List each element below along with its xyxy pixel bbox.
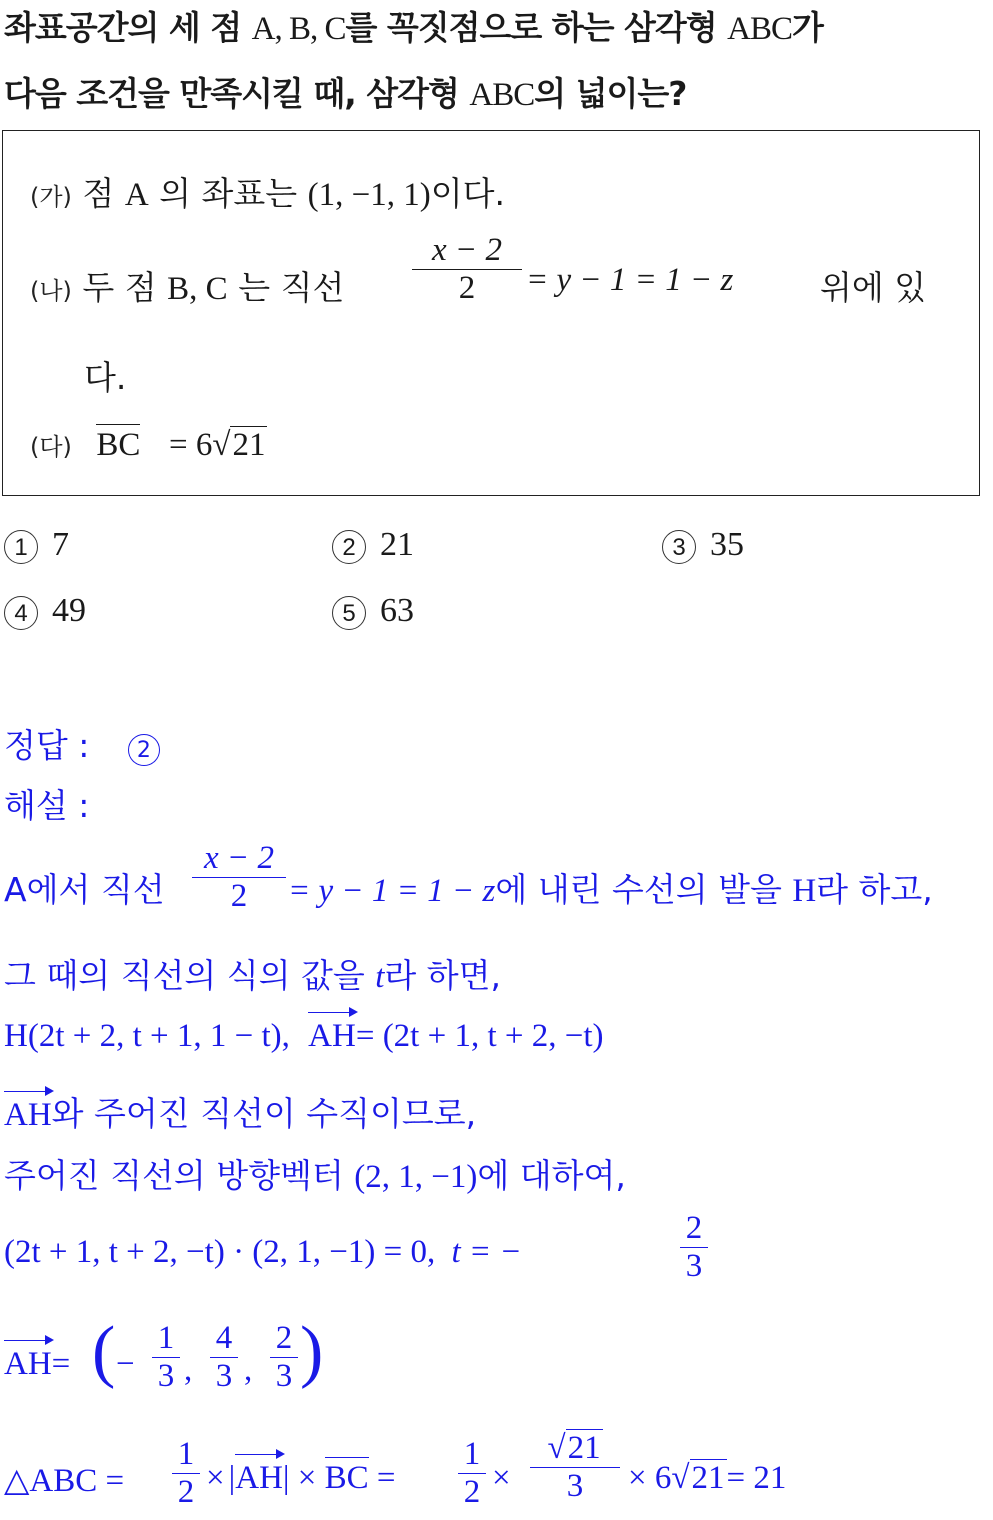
sqrt: √21 (212, 427, 266, 463)
fraction-denominator: 2 (458, 270, 476, 306)
solution-text: 그 때의 직선의 식의 값을 (4, 956, 365, 995)
sqrt: √21 (547, 1430, 601, 1466)
condition-ga (30, 168, 505, 215)
left-paren: ( (92, 1313, 116, 1390)
fraction-denominator: 3 (157, 1358, 175, 1394)
choice-number-icon: 4 (4, 596, 38, 630)
radicand: 21 (691, 1460, 725, 1496)
solution-line-1a (4, 864, 165, 911)
solution-fraction (192, 840, 286, 915)
radicand: 21 (232, 427, 266, 463)
question-text: 가 (791, 8, 823, 47)
solution-line-3 (4, 1018, 604, 1055)
condition-text: 위에 있 (820, 268, 927, 307)
solution-text: 라 하면, (384, 956, 502, 995)
fraction-denominator: 2 (230, 878, 248, 914)
choice-3[interactable] (662, 526, 744, 564)
result: = 21 (726, 1460, 787, 1496)
condition-text: 다. (84, 358, 127, 397)
question-text: 다음 조건을 만족시킬 때, 삼각형 (4, 74, 459, 113)
points-abc: A, B, C (251, 11, 346, 47)
answer-number-icon: 2 (128, 734, 160, 766)
sqrt: √21 (671, 1460, 725, 1496)
comma: , (184, 1352, 193, 1388)
fraction-numerator: 2 (685, 1210, 703, 1246)
fraction-numerator: x − 2 (204, 840, 274, 876)
condition-label: (가) (30, 183, 72, 211)
choice-value: 7 (52, 526, 69, 563)
area-fraction-half-2 (458, 1436, 486, 1511)
radicand: 21 (567, 1430, 601, 1466)
solution-text: 주어진 직선의 방향벡터 (4, 1156, 344, 1195)
equals-sign: = (376, 1460, 396, 1496)
question-text: 좌표공간의 세 점 (4, 8, 242, 47)
choice-number-icon: 3 (662, 530, 696, 564)
line-fraction (412, 232, 522, 307)
solution-text: 에 내린 수선의 발을 (495, 870, 782, 909)
answer-label: 정답 : (4, 726, 90, 765)
ah-component-2 (210, 1320, 238, 1395)
vector-ah (235, 1460, 283, 1497)
explanation-label: 해설 : (4, 786, 90, 825)
solution-text: A에서 직선 (4, 870, 165, 909)
choice-5[interactable] (332, 592, 414, 630)
variable-t: t (375, 959, 385, 995)
vector-label: AH (235, 1460, 283, 1496)
vector-label: AH (308, 1018, 356, 1054)
times-sign: × (297, 1460, 317, 1496)
fraction-denominator: 2 (463, 1474, 481, 1510)
solution-line-2 (4, 950, 501, 997)
comma: , (244, 1352, 253, 1388)
vector-ah (4, 1346, 52, 1383)
solution-line-6 (4, 1234, 522, 1271)
vector-ah (4, 1097, 52, 1134)
question-line-1 (4, 2, 823, 49)
point-h-coords: H(2t + 2, t + 1, 1 − t), (4, 1018, 290, 1054)
ah-component-1 (152, 1320, 180, 1395)
equation: = (2t + 1, t + 2, −t) (355, 1018, 604, 1054)
right-paren: ) (300, 1313, 324, 1390)
line-equation: = y − 1 = 1 − z (526, 262, 734, 298)
choice-value: 21 (380, 526, 414, 563)
choice-value: 63 (380, 592, 414, 629)
equation: = y − 1 = 1 − z (288, 873, 496, 909)
times-six: × 6 (628, 1460, 672, 1496)
fraction-denominator: 3 (215, 1358, 233, 1394)
times-sign: × (206, 1460, 225, 1496)
equation: = 6 (168, 427, 213, 463)
minus-sign: − (116, 1346, 135, 1382)
fraction-numerator: 1 (177, 1436, 195, 1472)
equation: = (51, 1346, 71, 1382)
t-value: t = − (451, 1234, 522, 1270)
choice-value: 35 (710, 526, 744, 563)
direction-vector: (2, 1, −1) (354, 1159, 478, 1195)
dot-product-equation: (2t + 1, t + 2, −t) · (2, 1, −1) = 0, (4, 1234, 436, 1270)
choice-4[interactable] (4, 592, 86, 630)
condition-label: (다) (30, 433, 72, 461)
choice-2[interactable] (332, 526, 414, 564)
t-fraction (680, 1210, 708, 1285)
question-text: 의 넓이는? (534, 74, 687, 113)
condition-text: 점 (82, 174, 115, 213)
question-text: 를 꼭짓점으로 하는 삼각형 (345, 8, 717, 47)
condition-na (30, 262, 344, 309)
condition-da (30, 424, 267, 464)
segment-bc: BC (96, 424, 140, 463)
vector-label: AH (4, 1097, 52, 1133)
condition-text: 이다. (430, 174, 506, 213)
area-expression: × | AH| × BC = (206, 1460, 396, 1497)
point-h: H (792, 873, 817, 909)
points-bc: B, C (167, 271, 228, 307)
point-a: A (124, 177, 149, 213)
condition-label: (나) (30, 277, 72, 305)
choice-number-icon: 1 (4, 530, 38, 564)
condition-text: 는 직선 (238, 268, 345, 307)
condition-text: 두 점 (82, 268, 157, 307)
solution-line-5 (4, 1150, 626, 1197)
solution-text: 라 하고, (816, 870, 933, 909)
fraction-numerator: 1 (157, 1320, 175, 1356)
choice-number-icon: 5 (332, 596, 366, 630)
answer-line (4, 720, 160, 767)
fraction-numerator: 4 (215, 1320, 233, 1356)
solution-text: 에 대하여, (477, 1156, 626, 1195)
solution-text: 와 주어진 직선이 수직이므로, (51, 1094, 477, 1133)
coord-a: (1, −1, 1) (307, 177, 431, 213)
fraction-denominator: 2 (177, 1474, 195, 1510)
fraction-numerator: 2 (275, 1320, 293, 1356)
area-final (628, 1460, 786, 1497)
choice-value: 49 (52, 592, 86, 629)
vector-label: AH (4, 1346, 52, 1382)
vector-ah (308, 1018, 356, 1055)
solution-line-1b (288, 864, 933, 911)
fraction-denominator: 3 (275, 1358, 293, 1394)
solution-line-7 (4, 1346, 70, 1383)
question-line-2 (4, 68, 686, 115)
choice-number-icon: 2 (332, 530, 366, 564)
fraction-numerator: 1 (463, 1436, 481, 1472)
triangle-abc: ABC (469, 77, 535, 113)
triangle-abc: ABC (727, 11, 792, 47)
fraction-numerator: x − 2 (432, 232, 502, 268)
ah-component-3 (270, 1320, 298, 1395)
times-sign: × (492, 1460, 511, 1496)
condition-text: 의 좌표는 (159, 174, 298, 213)
solution-line-4 (4, 1088, 476, 1135)
fraction-denominator: 3 (566, 1468, 584, 1504)
area-fraction-half (172, 1436, 200, 1511)
choice-1[interactable] (4, 526, 69, 564)
area-fraction-sqrt (530, 1430, 620, 1505)
fraction-denominator: 3 (685, 1248, 703, 1284)
area-label: △ABC = (4, 1463, 125, 1499)
segment-bc: BC (325, 1457, 369, 1496)
